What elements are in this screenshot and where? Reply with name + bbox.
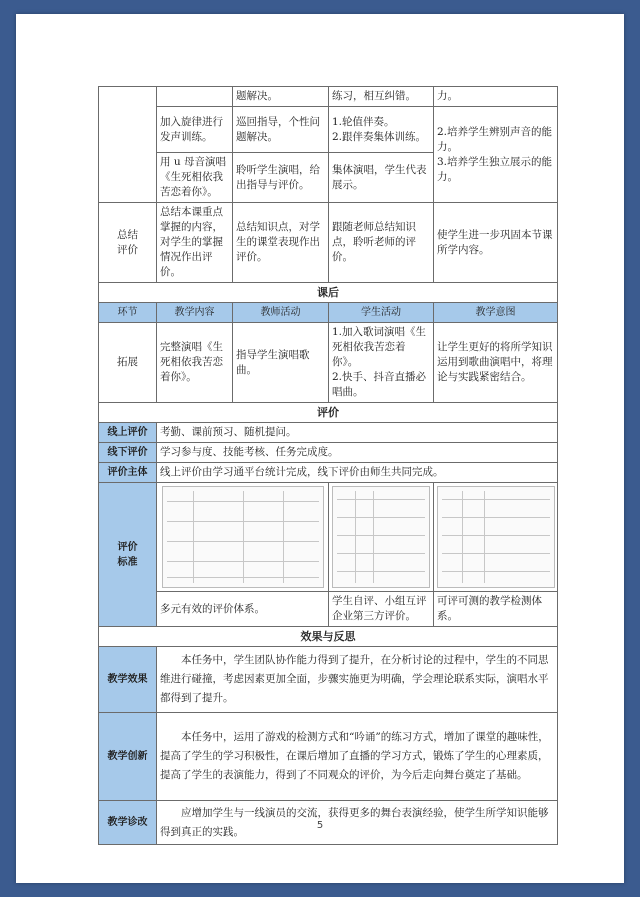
summary-row <box>99 203 558 283</box>
online-eval-row <box>99 423 558 443</box>
intent-cell: 使学生进一步巩固本节课所学内容。 <box>434 203 558 283</box>
intent-cell: 力。 <box>434 87 558 107</box>
page-number: 5 <box>316 820 324 831</box>
lesson-plan-table <box>98 86 558 845</box>
section-title-evaluation: 评价 <box>99 403 558 423</box>
student-cell: 1.加入歌词演唱《生死相依我苦恋着你》。 2.快手、抖音直播必唱曲。 <box>329 323 434 403</box>
extension-label: 拓展 <box>99 323 157 403</box>
eval-subject-label: 评价主体 <box>99 463 157 483</box>
header-teacher: 教师活动 <box>233 303 329 323</box>
eval-caption: 多元有效的评价体系。 <box>157 592 329 627</box>
student-cell: 1.轮值伴奏。 2.跟伴奏集体训练。 <box>329 107 434 153</box>
header-student: 学生活动 <box>329 303 434 323</box>
eval-subject-value: 线上评价由学习通平台统计完成，线下评价由师生共同完成。 <box>157 463 558 483</box>
rubric-thumbnail <box>437 486 555 588</box>
improvement-text: 应增加学生与一线演员的交流，获得更多的舞台表演经验，使学生所学知识能够得到真正的实践。 <box>157 801 558 845</box>
rubric-thumbnail <box>332 486 430 588</box>
section-title-reflection: 效果与反思 <box>99 627 558 647</box>
document-page <box>16 14 624 883</box>
empty-stage-cell <box>99 87 157 203</box>
eval-standard-thumbs-row <box>99 483 558 592</box>
header-content: 教学内容 <box>157 303 233 323</box>
content-cell: 总结本课重点掌握的内容，对学生的掌握情况作出评价。 <box>157 203 233 283</box>
header-row <box>99 303 558 323</box>
innovation-label: 教学创新 <box>99 713 157 801</box>
rubric-thumbnail <box>162 486 324 588</box>
table-row <box>99 107 558 153</box>
teacher-cell: 题解决。 <box>233 87 329 107</box>
eval-image-3 <box>434 483 558 592</box>
offline-eval-value: 学习参与度、技能考核、任务完成度。 <box>157 443 558 463</box>
table-row <box>99 87 558 107</box>
eval-caption: 学生自评、小组互评 企业第三方评价。 <box>329 592 434 627</box>
eval-caption: 可评可测的教学检测体系。 <box>434 592 558 627</box>
eval-standard-captions-row <box>99 592 558 627</box>
reflection-row <box>99 647 558 713</box>
content-cell: 完整演唱《生死相依我苦恋着你》。 <box>157 323 233 403</box>
offline-eval-row <box>99 443 558 463</box>
teacher-cell: 巡回指导，个性问题解决。 <box>233 107 329 153</box>
teacher-cell: 总结知识点，对学生的课堂表现作出评价。 <box>233 203 329 283</box>
student-cell: 练习，相互纠错。 <box>329 87 434 107</box>
online-eval-value: 考勤、课前预习、随机提问。 <box>157 423 558 443</box>
content-cell: 用 u 母音演唱《生死相依我苦恋着你》。 <box>157 153 233 203</box>
reflection-row <box>99 713 558 801</box>
student-cell: 集体演唱，学生代表展示。 <box>329 153 434 203</box>
effect-text: 本任务中，学生团队协作能力得到了提升，在分析讨论的过程中，学生的不同思维进行碰撞，考虑因素更加全面，步骤实施更为明确，学会理论联系实际，演唱水平都得到了提升。 <box>157 647 558 713</box>
offline-eval-label: 线下评价 <box>99 443 157 463</box>
intent-cell: 让学生更好的将所学知识运用到歌曲演唱中，将理论与实践紧密结合。 <box>434 323 558 403</box>
content-cell <box>157 87 233 107</box>
teacher-cell: 聆听学生演唱，给出指导与评价。 <box>233 153 329 203</box>
content-cell: 加入旋律进行发声训练。 <box>157 107 233 153</box>
intent-cell: 2.培养学生辨别声音的能力。 3.培养学生独立展示的能力。 <box>434 107 558 203</box>
student-cell: 跟随老师总结知识点，聆听老师的评价。 <box>329 203 434 283</box>
eval-subject-row <box>99 463 558 483</box>
eval-image-2 <box>329 483 434 592</box>
header-intent: 教学意图 <box>434 303 558 323</box>
eval-image-1 <box>157 483 329 592</box>
extension-row <box>99 323 558 403</box>
innovation-text: 本任务中，运用了游戏的检测方式和“吟诵”的练习方式，增加了课堂的趣味性，提高了学生的学习积极性，在课后增加了直播的学习方式，锻炼了学生的心理素质，提高了学生的表演能力，得到了不同观众的评价，为今后走向舞台奠定了基础。 <box>157 713 558 801</box>
effect-label: 教学效果 <box>99 647 157 713</box>
improvement-label: 教学诊改 <box>99 801 157 845</box>
header-stage: 环节 <box>99 303 157 323</box>
eval-standard-label: 评价 标准 <box>99 483 157 627</box>
teacher-cell: 指导学生演唱歌曲。 <box>233 323 329 403</box>
section-title-after-class: 课后 <box>99 283 558 303</box>
online-eval-label: 线上评价 <box>99 423 157 443</box>
summary-label: 总结 评价 <box>99 203 157 283</box>
